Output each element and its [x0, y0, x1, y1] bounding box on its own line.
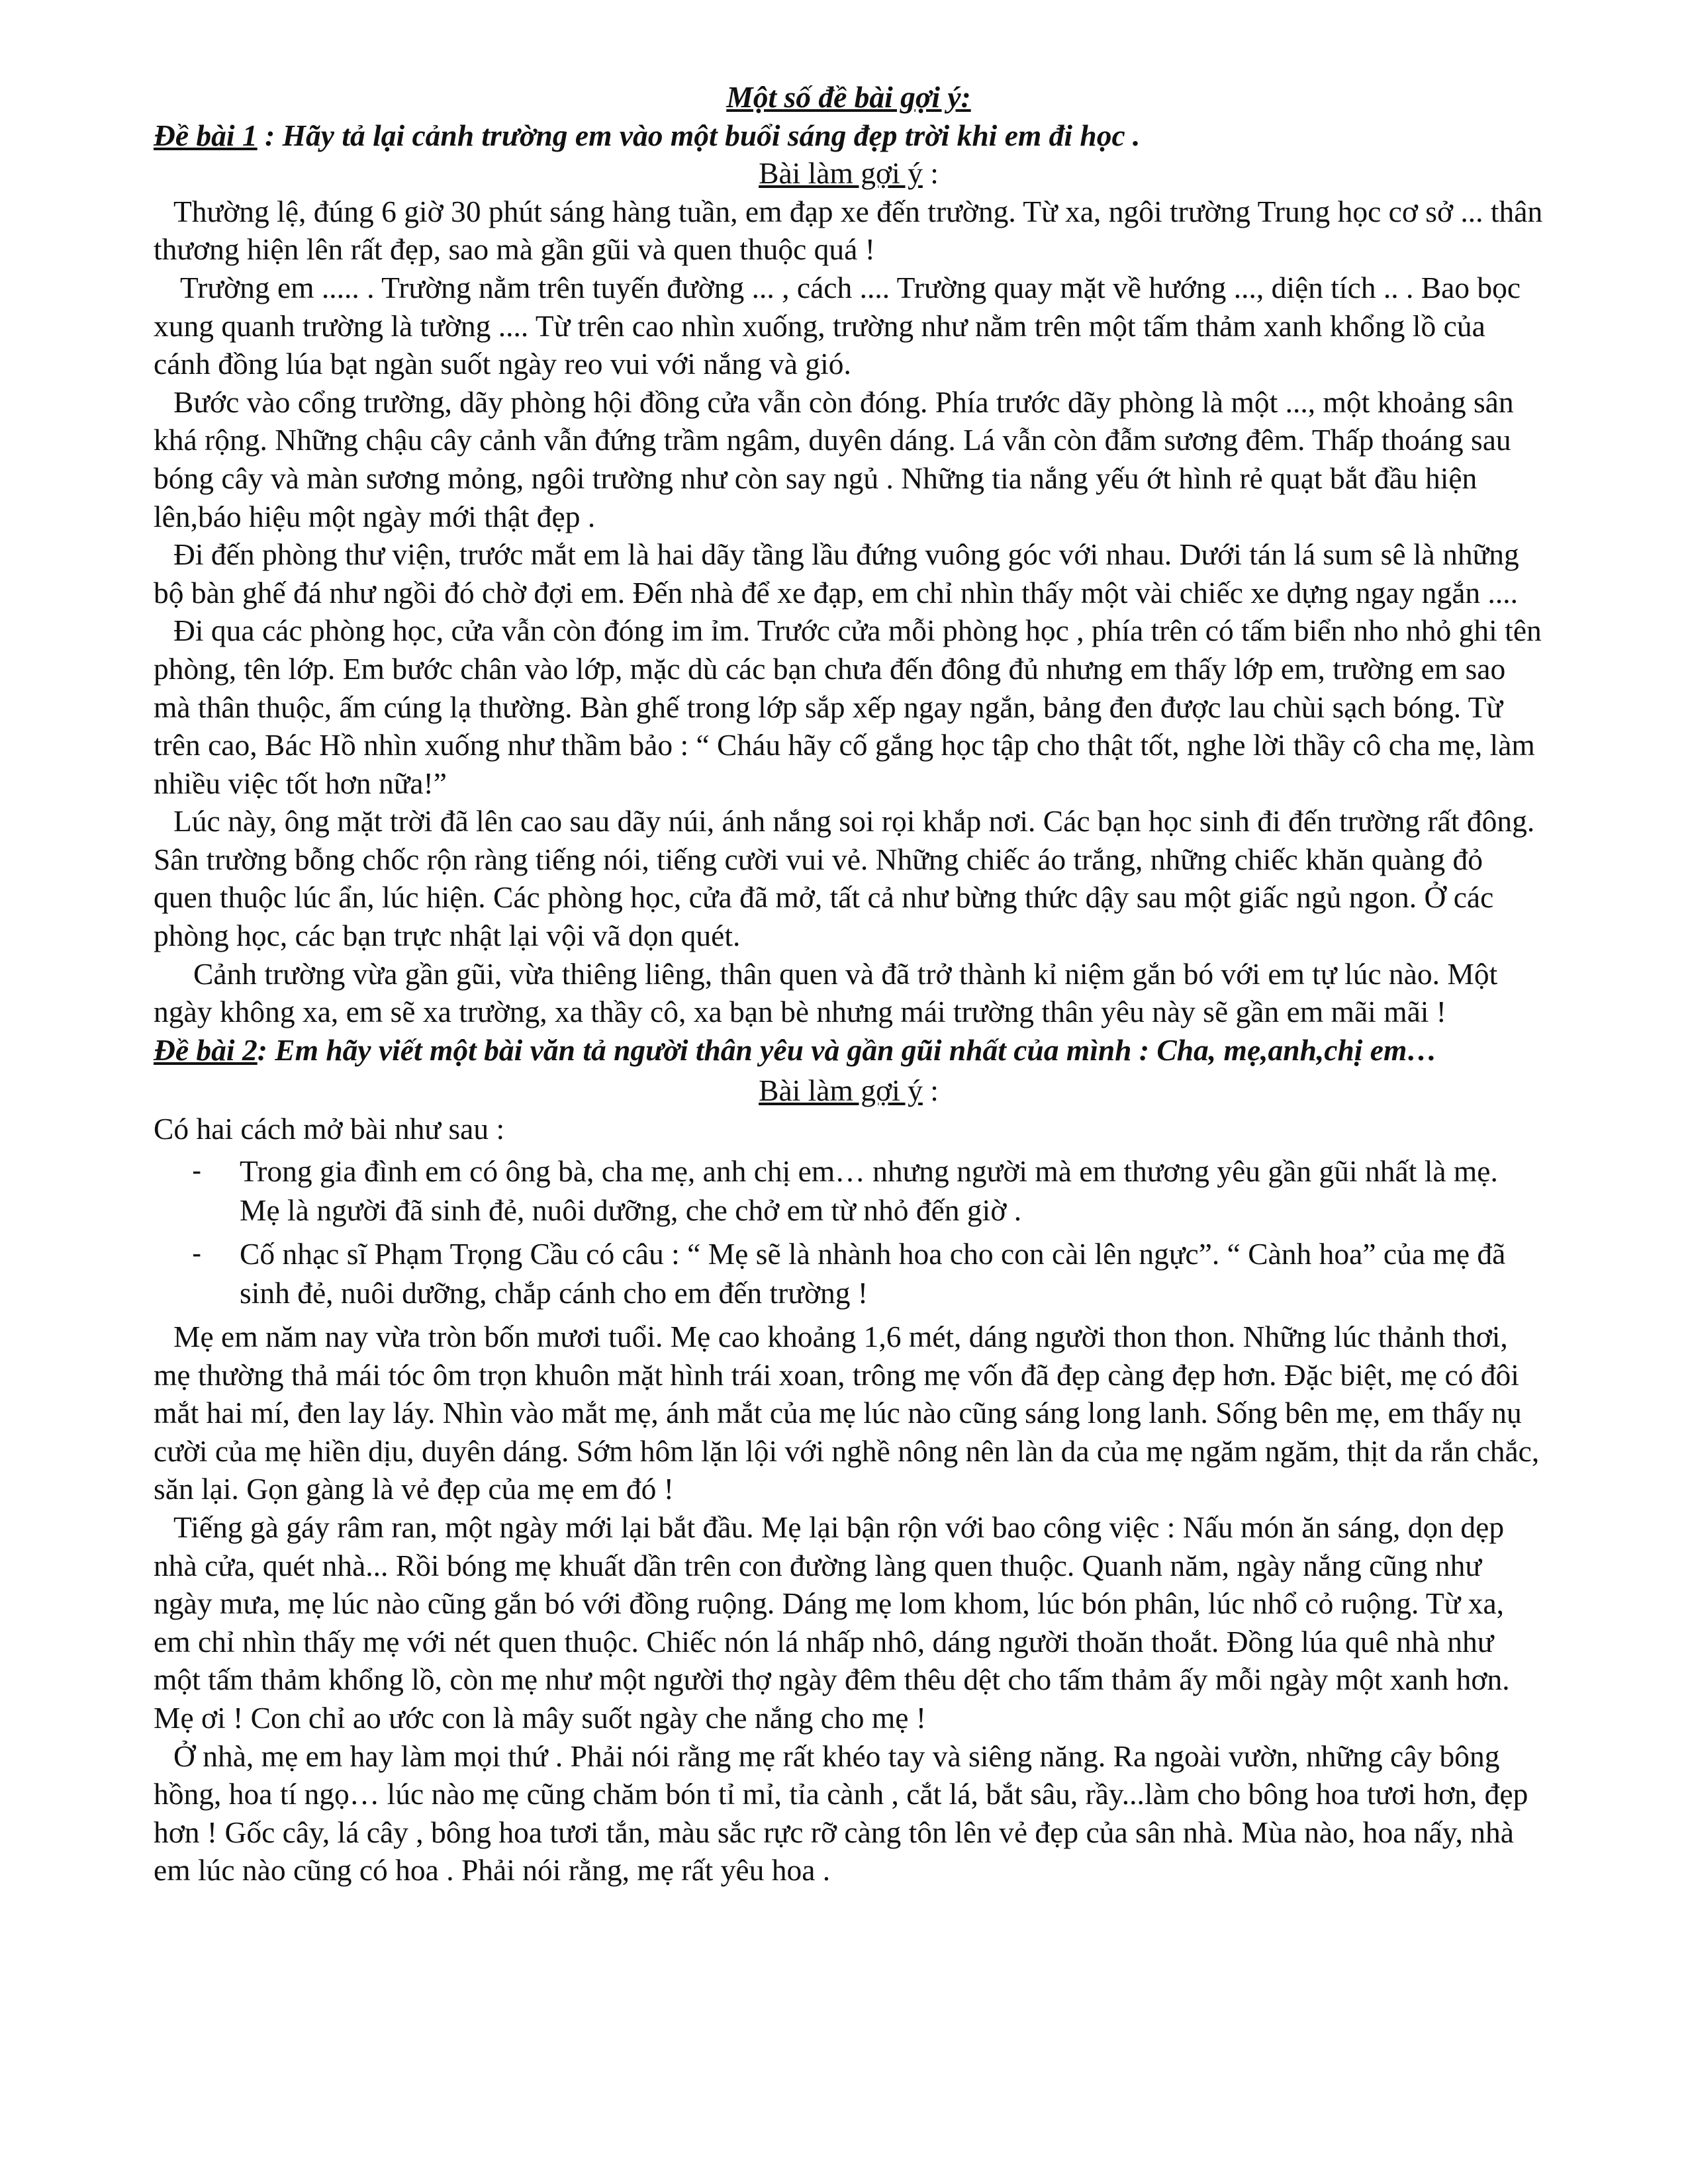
topic-1-paragraph-1: Thường lệ, đúng 6 giờ 30 phút sáng hàng tuần, em đạp xe đến trường. Từ xa, ngôi trường Trung học cơ sở ... thân thương hiện lên rất đẹp, sao mà gần gũi và quen thuộc quá ! — [154, 194, 1543, 267]
topic-1-paragraph-5: Đi qua các phòng học, cửa vẫn còn đóng im ỉm. Trước cửa mỗi phòng học , phía trên có tấm biển nho nhỏ ghi tên phòng, tên lớp. Em bước chân vào lớp, mặc dù các bạn chưa đến đông đủ nhưng em thấy lớp em, trường em sao mà thân thuộc, ấm cúng lạ thường. Bàn ghế trong lớp sắp xếp ngay ngắn, bảng đen được lau chùi sạch bóng. Từ trên cao, Bác Hồ nhìn xuống như thầm bảo : “ Cháu hãy cố gắng học tập cho thật tốt, nghe lời thầy cô cha mẹ, làm nhiều việc tốt hơn nữa!” — [154, 614, 1542, 800]
topic-1-text: : Hãy tả lại cảnh trường em vào một buổi sáng đẹp trời khi em đi học . — [257, 118, 1141, 152]
topic-1-paragraph-4: Đi đến phòng thư viện, trước mắt em là hai dãy tầng lầu đứng vuông góc với nhau. Dưới tán lá sum sê là những bộ bàn ghế đá như ngồi đó chờ đợi em. Đến nhà để xe đạp, em chỉ nhìn thấy một vài chiếc xe dựng ngay ngắn .... — [154, 537, 1519, 610]
page-title: Một số đề bài gợi ý: — [726, 80, 971, 114]
topic-2-intro: Có hai cách mở bài như sau : — [154, 1112, 505, 1146]
topic-2-label: Đề bài 2 — [154, 1032, 258, 1067]
topic-1-paragraph-6: Lúc này, ông mặt trời đã lên cao sau dãy núi, ánh nắng soi rọi khắp nơi. Các bạn học sinh đi đến trường rất đông. Sân trường bỗng chốc rộn ràng tiếng nói, tiếng cười vui vẻ. Những chiếc áo trắng, những chiếc khăn quàng đỏ quen thuộc lúc ẩn, lúc hiện. Các phòng học, cửa đã mở, tất cả như bừng thức dậy sau một giấc ngủ ngon. Ở các phòng học, các bạn trực nhật lại vội vã dọn quét. — [154, 804, 1535, 953]
document-page — [154, 78, 1544, 1889]
opening-item-2 — [154, 1235, 1544, 1314]
topic-1-answer-heading-label: Bài làm gợi ý — [759, 156, 923, 191]
topic-1-paragraph-3: Bước vào cổng trường, dãy phòng hội đồng cửa vẫn còn đóng. Phía trước dãy phòng là một ..., một khoảng sân khá rộng. Những chậu cây cảnh vẫn đứng trầm ngâm, duyên dáng. Lá vẫn còn đẫm sương đêm. Thấp thoáng sau bóng cây và màn sương mỏng, ngôi trường như còn say ngủ . Những tia nắng yếu ớt hình rẻ quạt bắt đầu hiện lên,báo hiệu một ngày mới thật đẹp . — [154, 385, 1514, 533]
topic-2-answer-heading-label: Bài làm gợi ý — [759, 1073, 923, 1108]
topic-1-paragraph-7: Cảnh trường vừa gần gũi, vừa thiêng liêng, thân quen và đã trở thành kỉ niệm gắn bó với em tự lúc nào. Một ngày không xa, em sẽ xa trường, xa thầy cô, xa bạn bè nhưng mái trường thân yêu này sẽ gần em mãi mãi ! — [154, 956, 1498, 1029]
topic-2-text: : Em hãy viết một bài văn tả người thân yêu và gần gũi nhất của mình : Cha, mẹ,anh,chị em… — [257, 1032, 1437, 1067]
topic-1-label: Đề bài 1 — [154, 118, 258, 152]
opening-item-2-text: Cố nhạc sĩ Phạm Trọng Cầu có câu : “ Mẹ sẽ là nhành hoa cho con cài lên ngực”. “ Cành hoa” của mẹ đã sinh đẻ, nuôi dưỡng, chắp cánh cho em đến trường ! — [240, 1236, 1506, 1310]
dash-bullet: - — [192, 1154, 202, 1187]
opening-list — [154, 1152, 1544, 1314]
topic-1-paragraph-2: Trường em ..... . Trường nằm trên tuyến đường ... , cách .... Trường quay mặt về hướng ..., diện tích .. . Bao bọc xung quanh trường là tường .... Từ trên cao nhìn xuống, trường như nằm trên một tấm thảm xanh khổng lồ của cánh đồng lúa bạt ngàn suốt ngày reo vui với nắng và gió. — [154, 270, 1521, 381]
topic-1-answer-heading — [154, 154, 1544, 193]
topic-2-paragraph-2: Tiếng gà gáy râm ran, một ngày mới lại bắt đầu. Mẹ lại bận rộn với bao công việc : Nấu món ăn sáng, dọn dẹp nhà cửa, quét nhà... Rồi bóng mẹ khuất dần trên con đường làng quen thuộc. Quanh năm, ngày nắng cũng như ngày mưa, mẹ lúc nào cũng gắn bó với đồng ruộng. Dáng mẹ lom khom, lúc bón phân, lúc nhổ cỏ ruộng. Từ xa, em chỉ nhìn thấy mẹ với nét quen thuộc. Chiếc nón lá nhấp nhô, dáng người thoăn thoắt. Đồng lúa quê nhà như một tấm thảm khổng lồ, còn mẹ như một người thợ ngày đêm thêu dệt cho tấm thảm ấy mỗi ngày một xanh hơn. Mẹ ơi ! Con chỉ ao ước con là mây suốt ngày che nắng cho mẹ ! — [154, 1510, 1510, 1735]
topic-2-heading — [154, 1031, 1544, 1069]
topic-2-paragraph-3: Ở nhà, mẹ em hay làm mọi thứ . Phải nói rằng mẹ rất khéo tay và siêng năng. Ra ngoài vườn, những cây bông hồng, hoa tí ngọ… lúc nào mẹ cũng chăm bón tỉ mỉ, tỉa cành , cắt lá, bắt sâu, rầy...làm cho bông hoa tươi hơn, đẹp hơn ! Gốc cây, lá cây , bông hoa tươi tắn, màu sắc rực rỡ càng tôn lên vẻ đẹp của sân nhà. Mùa nào, hoa nấy, nhà em lúc nào cũng có hoa . Phải nói rằng, mẹ rất yêu hoa . — [154, 1739, 1528, 1888]
dash-bullet: - — [192, 1237, 202, 1269]
topic-2-paragraph-1: Mẹ em năm nay vừa tròn bốn mươi tuổi. Mẹ cao khoảng 1,6 mét, dáng người thon thon. Những lúc thảnh thơi, mẹ thường thả mái tóc ôm trọn khuôn mặt hình trái xoan, trông mẹ vốn đã đẹp càng đẹp hơn. Đặc biệt, mẹ có đôi mắt hai mí, đen lay láy. Nhìn vào mắt mẹ, ánh mắt của mẹ lúc nào cũng sáng long lanh. Sống bên mẹ, em thấy nụ cười của mẹ hiền dịu, duyên dáng. Sớm hôm lặn lội với nghề nông nên làn da của mẹ ngăm ngăm, thịt da rắn chắc, săn lại. Gọn gàng là vẻ đẹp của mẹ em đó ! — [154, 1320, 1540, 1506]
opening-item-1-text: Trong gia đình em có ông bà, cha mẹ, anh chị em… nhưng người mà em thương yêu gần gũi nhất là mẹ. Mẹ là người đã sinh đẻ, nuôi dưỡng, che chở em từ nhỏ đến giờ . — [240, 1154, 1498, 1228]
opening-item-1 — [154, 1152, 1544, 1231]
topic-1-heading — [154, 116, 1544, 155]
topic-2-answer-heading — [154, 1071, 1544, 1110]
topic-2-answer-heading-suffix: : — [922, 1073, 939, 1108]
topic-1-answer-heading-suffix: : — [922, 156, 939, 191]
